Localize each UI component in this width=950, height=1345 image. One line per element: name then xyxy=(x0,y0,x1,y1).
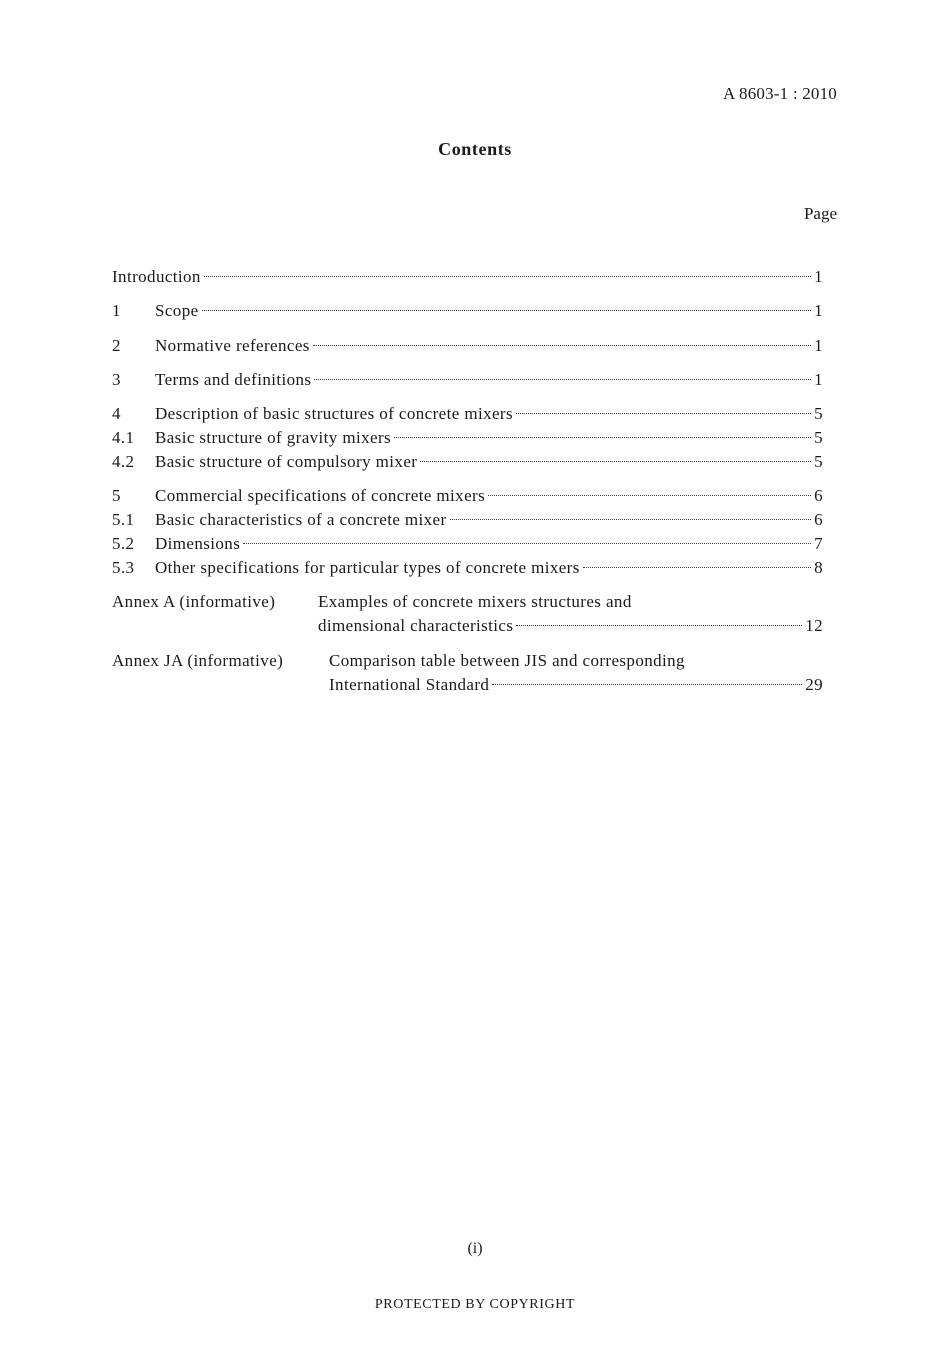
toc-entry-title: Commercial specifications of concrete mixers xyxy=(155,486,486,505)
dot-leader xyxy=(516,412,811,414)
toc-entry-annex-ja[interactable] xyxy=(112,650,772,672)
toc-entry-page: 6 xyxy=(814,510,823,529)
toc-entry-page: 6 xyxy=(814,486,823,505)
toc-entry-number: 4 xyxy=(112,404,121,423)
dot-leader xyxy=(204,275,811,277)
toc-entry-title: Description of basic structures of concrete mixers xyxy=(155,404,513,423)
toc-entry-page: 5 xyxy=(814,452,823,471)
toc-entry-title: Comparison table between JIS and corresponding xyxy=(329,651,685,670)
toc-entry-terms-and-definitions[interactable] xyxy=(112,369,823,391)
toc-entry-page: 1 xyxy=(814,336,823,355)
toc-entry-page: 5 xyxy=(814,404,823,423)
toc-entry-normative-references[interactable] xyxy=(112,335,823,357)
toc-entry-page: 5 xyxy=(814,428,823,447)
toc-entry-title: Examples of concrete mixers structures and xyxy=(318,592,632,611)
toc-entry-page: 1 xyxy=(814,301,823,320)
toc-entry-compulsory-mixer[interactable] xyxy=(112,451,823,473)
toc-entry-number: 1 xyxy=(112,301,121,320)
dot-leader xyxy=(314,378,811,380)
toc-entry-annex-a[interactable] xyxy=(112,591,712,613)
page-column-label: Page xyxy=(803,204,837,223)
toc-entry-number: 2 xyxy=(112,336,121,355)
dot-leader xyxy=(450,518,812,520)
toc-entry-title: International Standard xyxy=(329,675,490,694)
toc-entry-scope[interactable] xyxy=(112,300,823,322)
toc-entry-title: Terms and definitions xyxy=(155,370,312,389)
page-number: (i) xyxy=(467,1240,483,1257)
document-number: A 8603-1 : 2010 xyxy=(723,84,837,103)
toc-entry-page: 1 xyxy=(814,267,823,286)
toc-entry-introduction[interactable] xyxy=(112,266,823,288)
toc-entry-number: 5.2 xyxy=(112,534,135,553)
toc-entry-other-specifications[interactable] xyxy=(112,557,823,579)
toc-entry-number: 4.1 xyxy=(112,428,135,447)
dot-leader xyxy=(394,436,811,438)
toc-entry-dimensions[interactable] xyxy=(112,533,823,555)
toc-entry-number: 5 xyxy=(112,486,121,505)
dot-leader xyxy=(492,683,802,685)
toc-entry-title: Scope xyxy=(155,301,199,320)
toc-entry-annex-a-continuation[interactable] xyxy=(318,615,823,637)
toc-entry-basic-characteristics[interactable] xyxy=(112,509,823,531)
dot-leader xyxy=(516,624,802,626)
toc-entry-title: dimensional characteristics xyxy=(318,616,514,635)
toc-entry-title: Dimensions xyxy=(155,534,241,553)
toc-entry-title: Introduction xyxy=(112,267,201,286)
toc-entry-page: 1 xyxy=(814,370,823,389)
copyright-notice: PROTECTED BY COPYRIGHT xyxy=(374,1297,576,1312)
toc-entry-title: Normative references xyxy=(155,336,310,355)
toc-entry-commercial-specifications[interactable] xyxy=(112,485,823,507)
toc-entry-title: Basic structure of compulsory mixer xyxy=(155,452,418,471)
dot-leader xyxy=(243,542,811,544)
annex-label: Annex JA (informative) xyxy=(112,651,284,670)
toc-entry-title: Basic characteristics of a concrete mixer xyxy=(155,510,447,529)
toc-entry-page: 29 xyxy=(805,675,823,694)
toc-entry-page: 7 xyxy=(814,534,823,553)
toc-entry-number: 5.3 xyxy=(112,558,135,577)
dot-leader xyxy=(583,566,811,568)
dot-leader xyxy=(488,494,811,496)
toc-entry-title: Basic structure of gravity mixers xyxy=(155,428,392,447)
contents-heading: Contents xyxy=(438,139,512,159)
toc-entry-gravity-mixers[interactable] xyxy=(112,427,823,449)
toc-entry-basic-structures[interactable] xyxy=(112,403,823,425)
dot-leader xyxy=(420,460,811,462)
dot-leader xyxy=(202,309,812,311)
toc-entry-page: 12 xyxy=(805,616,823,635)
toc-entry-page: 8 xyxy=(814,558,823,577)
toc-entry-annex-ja-continuation[interactable] xyxy=(329,674,823,696)
annex-label: Annex A (informative) xyxy=(112,592,276,611)
toc-entry-title: Other specifications for particular types of concrete mixers xyxy=(155,558,580,577)
toc-entry-number: 5.1 xyxy=(112,510,135,529)
toc-entry-number: 3 xyxy=(112,370,121,389)
dot-leader xyxy=(313,344,811,346)
toc-entry-number: 4.2 xyxy=(112,452,135,471)
